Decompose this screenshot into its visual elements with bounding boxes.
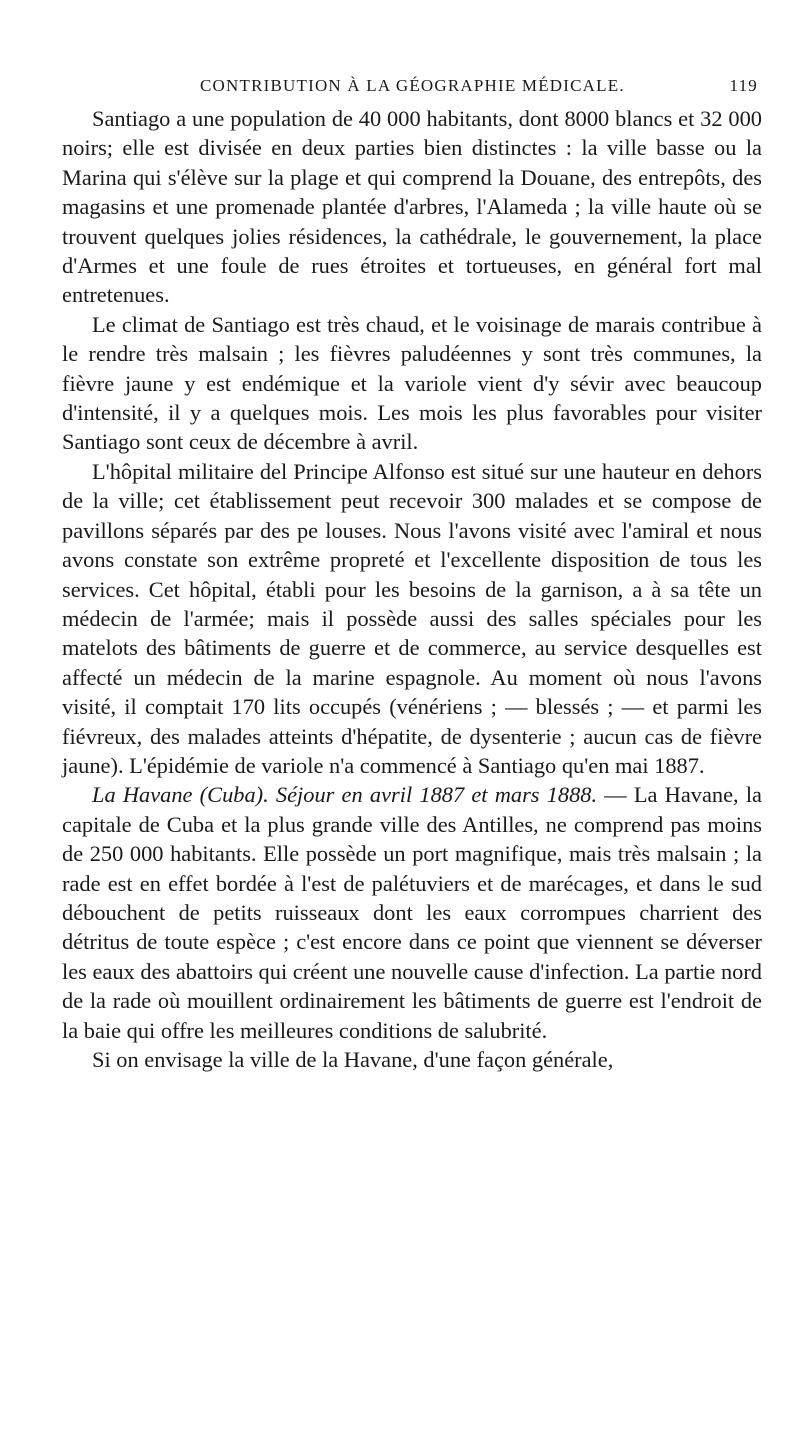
paragraph-havana-text: — La Havane, la capitale de Cuba et la plus grande ville des Antilles, ne comprend pas moins de 250 000 habitants. Elle possède un port magnifique, mais très malsain ; la rade est en effet bordée à l'est de palétuviers et de marécages, et dans le sud débouchent de petits ruisseaux dont les eaux corrompues charrient des détritus de toute espèce ; c'est encore dans ce point que viennent se déverser les eaux des abattoirs qui créent une nouvelle cause d'infection. La partie nord de la rade où mouillent ordinairement les bâtiments de guerre est l'endroit de la baie qui offre les meilleures conditions de salubrité. — [62, 782, 762, 1043]
page-number: 119 — [729, 76, 758, 95]
section-heading-havana: La Havane (Cuba). Séjour en avril 1887 et mars 1888. — [92, 782, 598, 808]
paragraph-havana-city: Si on envisage la ville de la Havane, d'une façon générale, — [92, 1047, 614, 1072]
book-page — [62, 70, 762, 1074]
paragraph-santiago-climate: Le climat de Santiago est très chaud, et le voisinage de marais contribue à le rendre très malsain ; les fièvres paludéennes y sont très communes, la fièvre jaune y est endémique et la variole vient d'y sévir avec beaucoup d'intensité, il y a quelques mois. Les mois les plus favorables pour visiter Santiago sont ceux de décembre à avril. — [62, 311, 762, 455]
body-text — [62, 104, 762, 1074]
paragraph-military-hospital: L'hôpital militaire del Principe Alfonso est situé sur une hauteur en dehors de la ville; cet établissement peut recevoir 300 malades et se compose de pavillons séparés par des pe louses. Nous l'avons visité avec l'amiral et nous avons constate son extrême propreté et l'excellente disposition de tous les services. Cet hôpital, établi pour les besoins de la garnison, a à sa tête un médecin de l'armée; mais il possède aussi des salles spéciales pour les matelots des bâtiments de guerre et de commerce, au service desquelles est affecté un médecin de la marine espagnole. Au moment où nous l'avons visité, il comptait 170 lits occupés (vénériens ; — blessés ; — et parmi les fiévreux, des malades atteints d'hépatite, de dysenterie ; aucun cas de fièvre jaune). L'épidémie de variole n'a commencé à Santiago qu'en mai 1887. — [62, 458, 762, 778]
paragraph-santiago-population: Santiago a une population de 40 000 habitants, dont 8000 blancs et 32 000 noirs; elle est divisée en deux parties bien distinctes : la ville basse ou la Marina qui s'élève sur la plage et qui comprend la Douane, des entrepôts, des magasins et une promenade plantée d'arbres, l'Alameda ; la ville haute où se trouvent quelques jolies résidences, la cathédrale, le gouvernement, la place d'Armes et une foule de rues étroites et tortueuses, en général fort mal entretenues. — [62, 106, 762, 308]
paragraph-havana — [62, 780, 762, 1045]
running-head-title: CONTRIBUTION À LA GÉOGRAPHIE MÉDICALE. — [200, 76, 625, 95]
running-head — [62, 70, 762, 104]
